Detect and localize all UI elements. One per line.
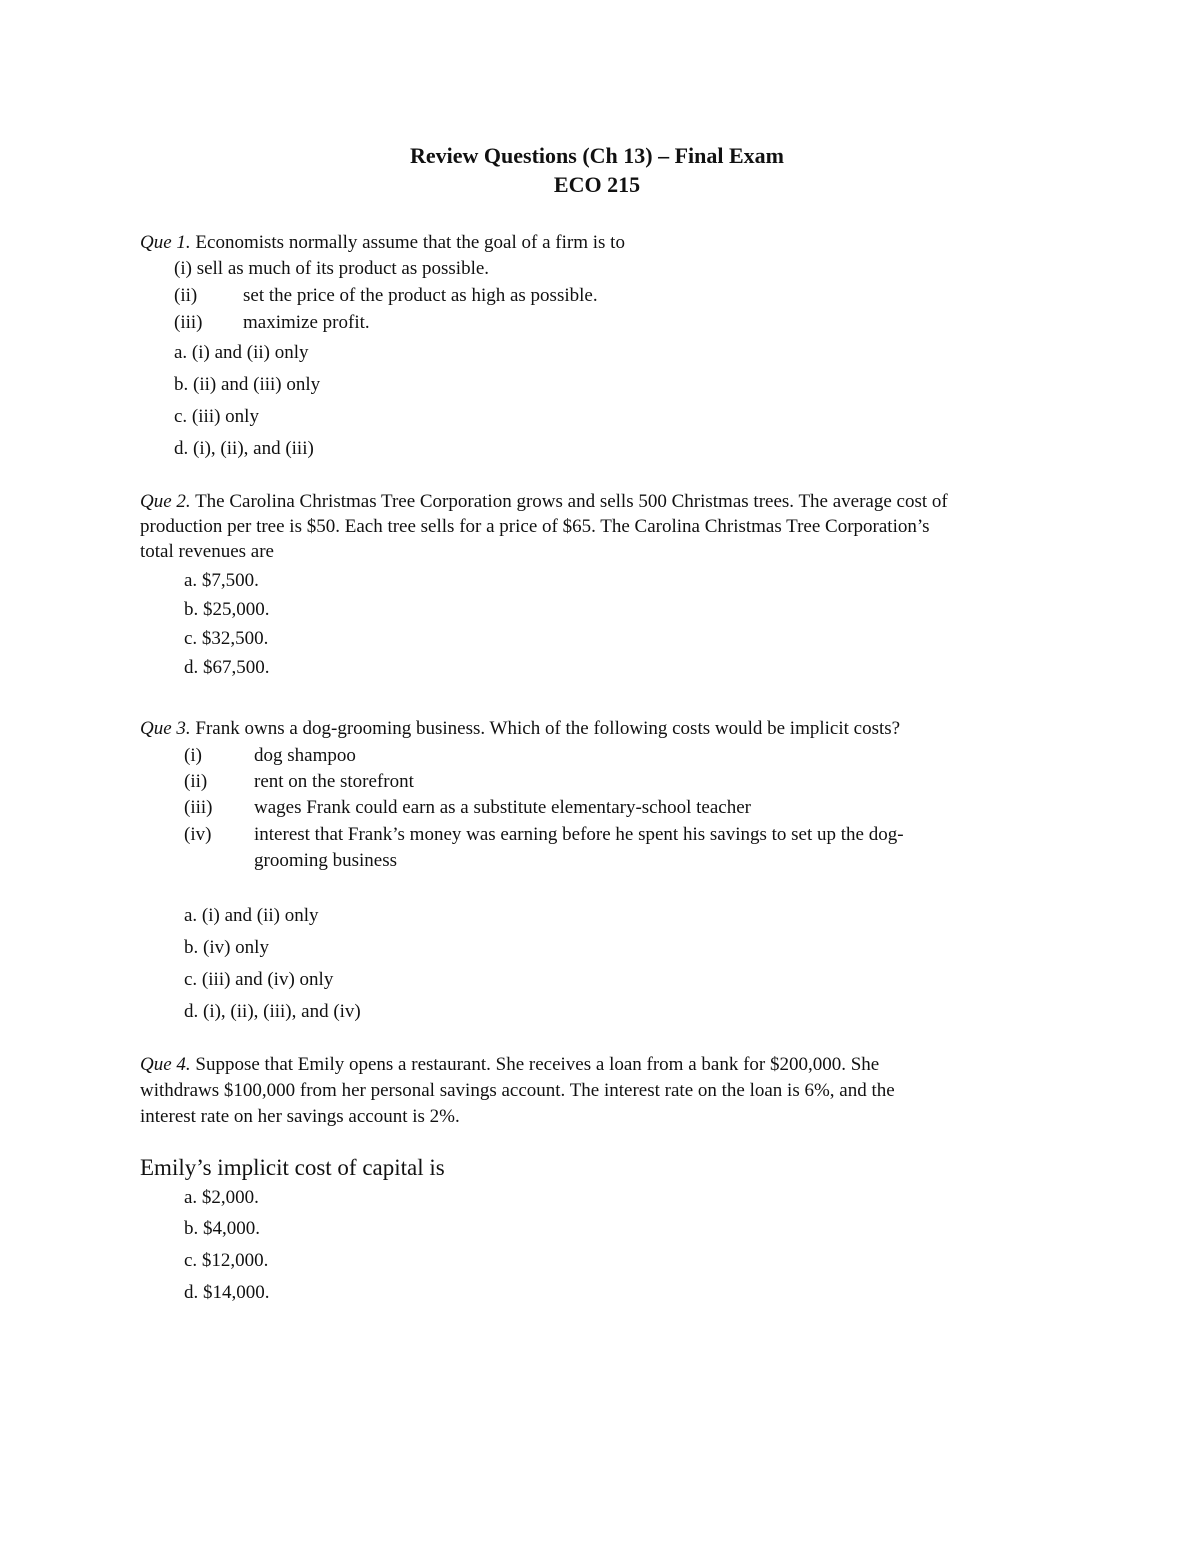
question-1-option-b: b. (ii) and (iii) only — [174, 374, 321, 395]
statement-number: (i) — [184, 745, 202, 766]
statement-text: wages Frank could earn as a substitute elementary-school teacher — [254, 797, 751, 818]
statement-number: (i) — [174, 258, 192, 279]
question-4-stem-line-3: interest rate on her savings account is 2%. — [140, 1106, 460, 1127]
question-3-statement-1 — [184, 743, 356, 769]
question-3-option-c: c. (iii) and (iv) only — [184, 969, 334, 990]
statement-number: (ii) — [184, 771, 208, 792]
question-3-statement-2 — [184, 769, 414, 795]
question-3-label: Que 3. — [140, 718, 191, 739]
question-2-option-a: a. $7,500. — [184, 570, 259, 591]
question-3-option-b: b. (iv) only — [184, 937, 269, 958]
question-4-option-c: c. $12,000. — [184, 1250, 269, 1271]
question-2-label: Que 2. — [140, 491, 191, 512]
question-1-stem: Economists normally assume that the goal of a firm is to — [195, 232, 625, 253]
question-4-option-b: b. $4,000. — [184, 1218, 260, 1239]
question-2-stem: The Carolina Christmas Tree Corporation grows and sells 500 Christmas trees. The average cost of — [195, 491, 948, 512]
question-4-option-d: d. $14,000. — [184, 1282, 270, 1303]
question-4-prompt: Emily’s implicit cost of capital is — [140, 1155, 445, 1180]
statement-number: (iii) — [174, 312, 203, 333]
question-1-statement-1 — [174, 256, 489, 282]
statement-text: interest that Frank’s money was earning before he spent his savings to set up the dog- — [254, 824, 904, 845]
question-3-stem: Frank owns a dog-grooming business. Which of the following costs would be implicit costs? — [195, 718, 901, 739]
question-2-stem-line-3: total revenues are — [140, 541, 274, 562]
question-2-option-c: c. $32,500. — [184, 628, 269, 649]
question-1-option-a: a. (i) and (ii) only — [174, 342, 309, 363]
question-1-statement-3 — [174, 310, 370, 336]
statement-text: rent on the storefront — [254, 771, 414, 792]
question-3-option-a: a. (i) and (ii) only — [184, 905, 319, 926]
statement-text: sell as much of its product as possible. — [196, 258, 490, 279]
statement-text: dog shampoo — [254, 745, 356, 766]
question-2-option-d: d. $67,500. — [184, 657, 270, 678]
question-1-label: Que 1. — [140, 232, 191, 253]
question-4-option-a: a. $2,000. — [184, 1187, 259, 1208]
statement-number: (iv) — [184, 824, 212, 845]
question-2-stem-line-1 — [140, 489, 948, 515]
question-1-option-d: d. (i), (ii), and (iii) — [174, 438, 314, 459]
statement-text: set the price of the product as high as possible. — [243, 285, 598, 306]
question-3-stem-line — [140, 716, 900, 742]
question-1-option-c: c. (iii) only — [174, 406, 259, 427]
question-4-label: Que 4. — [140, 1054, 191, 1075]
question-3-statement-4-continuation: grooming business — [254, 850, 398, 871]
statement-text: maximize profit. — [243, 312, 370, 333]
question-3-statement-4 — [184, 822, 904, 848]
question-2-stem-line-2: production per tree is $50. Each tree sells for a price of $65. The Carolina Christmas Tree Corporation’s — [140, 516, 930, 537]
question-1-stem-line — [140, 230, 625, 256]
document-title: Review Questions (Ch 13) – Final Exam — [410, 143, 784, 168]
question-4-stem: Suppose that Emily opens a restaurant. She receives a loan from a bank for $200,000. She — [195, 1054, 880, 1075]
question-3-option-d: d. (i), (ii), (iii), and (iv) — [184, 1001, 361, 1022]
question-2-option-b: b. $25,000. — [184, 599, 270, 620]
question-3-statement-3 — [184, 795, 751, 821]
statement-number: (ii) — [174, 285, 198, 306]
course-code: ECO 215 — [553, 172, 641, 197]
statement-number: (iii) — [184, 797, 213, 818]
question-1-statement-2 — [174, 283, 598, 309]
question-4-stem-line-2: withdraws $100,000 from her personal savings account. The interest rate on the loan is 6%, and the — [140, 1080, 895, 1101]
question-4-stem-line-1 — [140, 1052, 879, 1078]
